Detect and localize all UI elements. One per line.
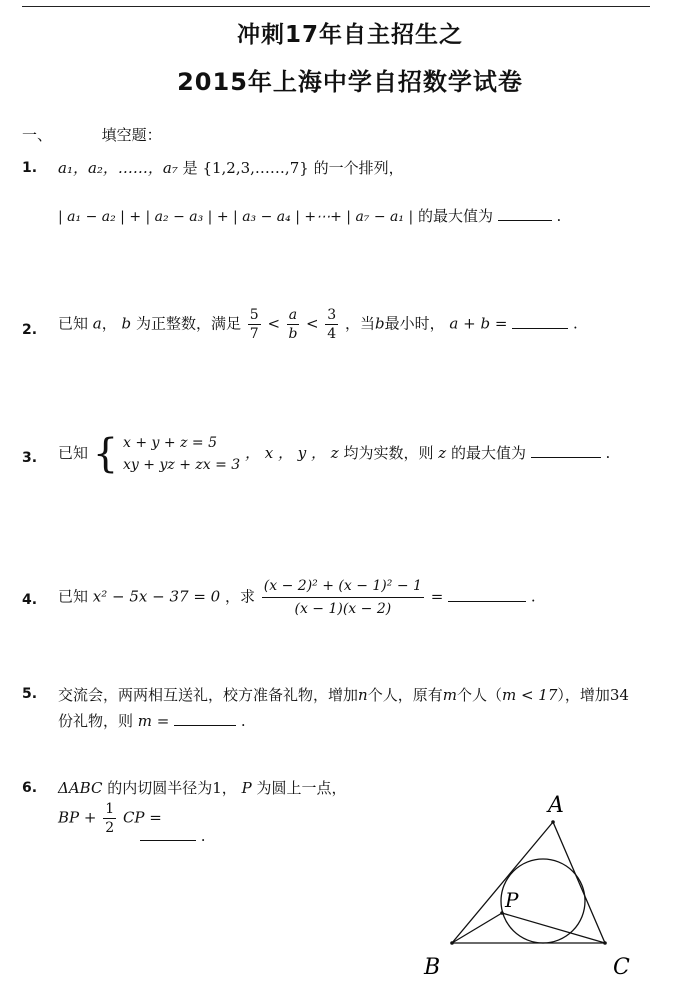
triangle-abc (452, 822, 605, 943)
q3-end: . (605, 444, 611, 462)
q5-end: . (240, 712, 246, 730)
q3-text-real: 均为实数，则 (343, 444, 434, 462)
segment-bp (452, 913, 502, 943)
q6-text-2: 为圆上一点， (256, 779, 347, 797)
top-rule (22, 6, 650, 7)
q6-bp: BP + (58, 808, 97, 827)
q1-text-is: 是 (182, 159, 198, 177)
q6-triangle: ΔABC (58, 779, 103, 797)
vertex-a-dot (551, 820, 555, 824)
q3-text-max: 的最大值为 (450, 444, 526, 462)
q3-answer-blank[interactable] (531, 443, 601, 458)
title-line-1: 冲刺17年自主招生之 (236, 22, 463, 48)
q1-set: {1,2,3,……,7} (202, 159, 309, 177)
q6-var-p: P (241, 779, 252, 797)
q6-fraction-half: $\frac{1}{2}$ (105, 801, 115, 836)
q3-equation-2: xy + yz + zx = 3 (123, 457, 241, 473)
q2-lt-2: < (305, 314, 319, 333)
q5-expression: m = (137, 712, 170, 730)
q1-text-max: 的最大值为 (417, 207, 493, 225)
q1-line-1 (58, 157, 404, 178)
q6-end: . (200, 827, 206, 845)
q5-text-2: 个人，原有 (367, 686, 443, 704)
q2-number: 2. (22, 322, 38, 338)
q2-end: . (572, 314, 578, 333)
q1-text-perm: 的一个排列， (313, 159, 404, 177)
q1-expression: | a₁ − a₂ | + | a₂ − a₃ | + | a₃ − a₄ | +⋯+ | a₇ − a₁ | (58, 209, 414, 225)
q2-line (58, 306, 578, 343)
q4-denominator: (x − 1)(x − 2) (294, 601, 392, 617)
q5-var-m: m (442, 686, 457, 704)
q3-system (123, 432, 240, 476)
q2-text-when: ，当 (345, 314, 376, 333)
segment-cp (502, 913, 605, 943)
point-p-dot (500, 911, 504, 915)
q4-fraction (262, 575, 424, 620)
q2-fraction-a-b: $\frac{a}{b}$ (288, 307, 298, 342)
q2-text-positive: 为正整数，满足 (135, 314, 241, 333)
q4-numerator: (x − 2)² + (x − 1)² − 1 (262, 575, 424, 598)
q3-vars: ， x ， y ， z (244, 444, 339, 462)
q5-text-1: 交流会，两两相互送礼，校方准备礼物，增加 (58, 686, 359, 704)
vertex-c-dot (603, 941, 607, 945)
q1-number: 1. (22, 160, 38, 176)
q4-equals: = (430, 587, 444, 606)
q4-text-given: 已知 (58, 587, 89, 606)
section-label: 填空题： (101, 126, 162, 144)
q6-answer-blank[interactable] (140, 826, 196, 841)
q4-equation: x² − 5x − 37 = 0 (92, 587, 221, 606)
q2-sep: ， (101, 314, 117, 333)
section-header (22, 124, 162, 145)
q4-end: . (530, 587, 536, 606)
q2-var-b: b (121, 314, 132, 333)
q5-var-n: n (358, 686, 368, 704)
q5-number: 5. (22, 686, 38, 702)
q5-line-1 (58, 684, 629, 705)
q6-cp: CP = (122, 808, 162, 827)
section-marker: 一、 (22, 126, 53, 144)
q5-text-3: 个人（ (456, 686, 502, 704)
q5-text-5: 份礼物，则 (58, 712, 134, 730)
q1-sequence: a₁，a₂，……，a₇ (58, 159, 178, 177)
q2-var-b-2: b (375, 314, 385, 333)
q4-number: 4. (22, 592, 38, 608)
triangle-figure (410, 780, 670, 1000)
q1-end: . (556, 207, 562, 225)
q4-answer-blank[interactable] (448, 587, 526, 602)
q5-condition: m < 17 (501, 686, 558, 704)
q2-answer-blank[interactable] (512, 314, 568, 329)
q6-number: 6. (22, 780, 38, 796)
q5-line-2 (58, 710, 246, 731)
q2-text-given: 已知 (58, 314, 89, 333)
q5-text-4: ），增加34 (557, 686, 629, 704)
q2-fraction-3-4: $\frac{3}{4}$ (327, 307, 337, 342)
q5-answer-blank[interactable] (174, 711, 236, 726)
q1-line-2 (58, 205, 561, 226)
q3-equation-1: x + y + z = 5 (123, 435, 218, 451)
label-b: B (424, 955, 441, 980)
q6-text-1: 的内切圆半径为1， (107, 779, 237, 797)
q3-var-z: z (438, 444, 447, 462)
q4-line (58, 575, 536, 620)
q1-answer-blank[interactable] (498, 206, 552, 221)
q3-number: 3. (22, 450, 38, 466)
q3-brace: { (92, 431, 119, 477)
vertex-b-dot (450, 941, 454, 945)
q3-text-given: 已知 (58, 444, 89, 462)
q3-line (58, 432, 610, 476)
label-a: A (548, 793, 564, 818)
q2-text-min: 最小时， (384, 314, 445, 333)
q4-text-find: ，求 (225, 587, 256, 606)
q6-line-1 (58, 777, 346, 798)
label-c: C (613, 955, 630, 980)
q6-line-3 (140, 826, 206, 845)
q2-lt-1: < (267, 314, 281, 333)
q2-expression: a + b = (449, 314, 508, 333)
title-line-2: 2015年上海中学自招数学试卷 (177, 68, 523, 96)
q2-fraction-5-7: $\frac{5}{7}$ (249, 307, 259, 342)
q2-var-a: a (92, 314, 102, 333)
label-p: P (505, 888, 519, 912)
